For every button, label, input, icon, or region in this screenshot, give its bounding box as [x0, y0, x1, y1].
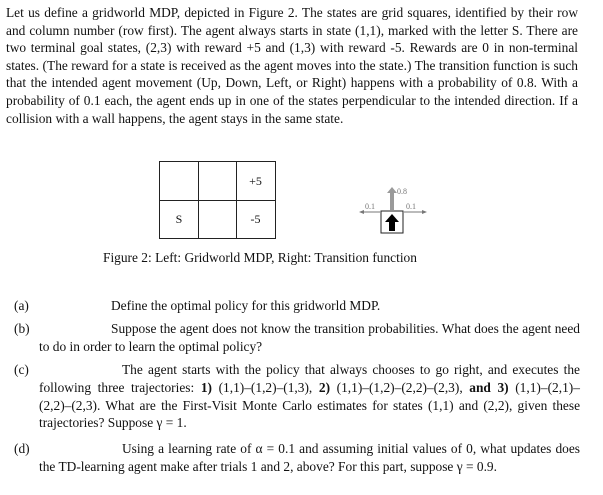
left-prob-label: 0.1 [365, 202, 375, 211]
question-text: Suppose the agent does not know the transition probabilities. What does the agent need to do in order to learn the optimal policy? [39, 321, 580, 354]
question-text-part: The agent starts with the policy that always chooses to go right, and executes the following three trajectories: [39, 362, 580, 395]
trajectory-number: 1) [200, 379, 212, 395]
right-prob-label: 0.1 [406, 202, 416, 211]
up-prob-label: 0.8 [397, 187, 407, 196]
grid-cell-1-3: -5 [250, 212, 261, 226]
question-text: Using a learning rate of α = 0.1 and assuming initial values of 0, what updates does the TD-learning agent make after trials 1 and 2, above? For this part, suppose γ = 0.9. [39, 441, 580, 474]
right-arrow-icon [422, 210, 427, 214]
figure-2 [159, 161, 459, 239]
question-label: (d) [14, 441, 30, 456]
question-text [6, 361, 580, 432]
grid-cell-2-3: +5 [236, 162, 275, 201]
grid-cell-2-2 [198, 162, 237, 201]
question-b [6, 320, 580, 356]
transition-diagram [345, 181, 441, 241]
grid-cell-1-2 [198, 200, 237, 239]
trajectory: (1,1)–(1,2)–(1,3), [218, 379, 313, 395]
left-arrow-icon [359, 210, 364, 214]
question-c [6, 361, 580, 432]
question-text-part: What are the First-Visit Monte Carlo estimates for states (1,1) and (2,2), given these trajectories? Suppose γ = 1. [39, 397, 581, 431]
gridworld-grid [159, 161, 276, 239]
question-text: Define the optimal policy for this gridworld MDP. [111, 298, 381, 313]
figure-caption: Figure 2: Left: Gridworld MDP, Right: Transition function [103, 250, 417, 265]
trajectory-number: 2) [318, 379, 331, 395]
grid-cell-2-1 [160, 162, 199, 201]
trajectory: (1,1)–(2,1)–(2,2)–(2,3). [39, 379, 580, 413]
question-label: (c) [14, 362, 29, 377]
grid-cell-1-1: S [160, 200, 199, 239]
question-label: (b) [14, 321, 30, 336]
trajectory-number: and 3) [469, 379, 509, 395]
question-d [6, 440, 580, 476]
up-arrow-icon [387, 187, 397, 210]
intro-paragraph: Let us define a gridworld MDP, depicted in Figure 2. The states are grid squares, identified by their row and column number (row first). The agent always starts in state (1,1), marked with the letter S. There are two terminal goal states, (2,3) with reward +5 and (1,3) with reward -5. Rewards are 0 in non-terminal states. (The reward for a state is received as the agent moves into the state.) The transition function is such that the intended agent movement (Up, Down, Left, or Right) happens with a probability of 0.8. With a probability of 0.1 each, the agent ends up in one of the states perpendicular to the intended direction. If a collision with a wall happens, the agent stays in the same state. [6, 5, 578, 126]
question-label: (a) [14, 298, 29, 313]
trajectory: (1,1)–(1,2)–(2,2)–(2,3), [336, 379, 463, 395]
question-a [6, 297, 580, 315]
